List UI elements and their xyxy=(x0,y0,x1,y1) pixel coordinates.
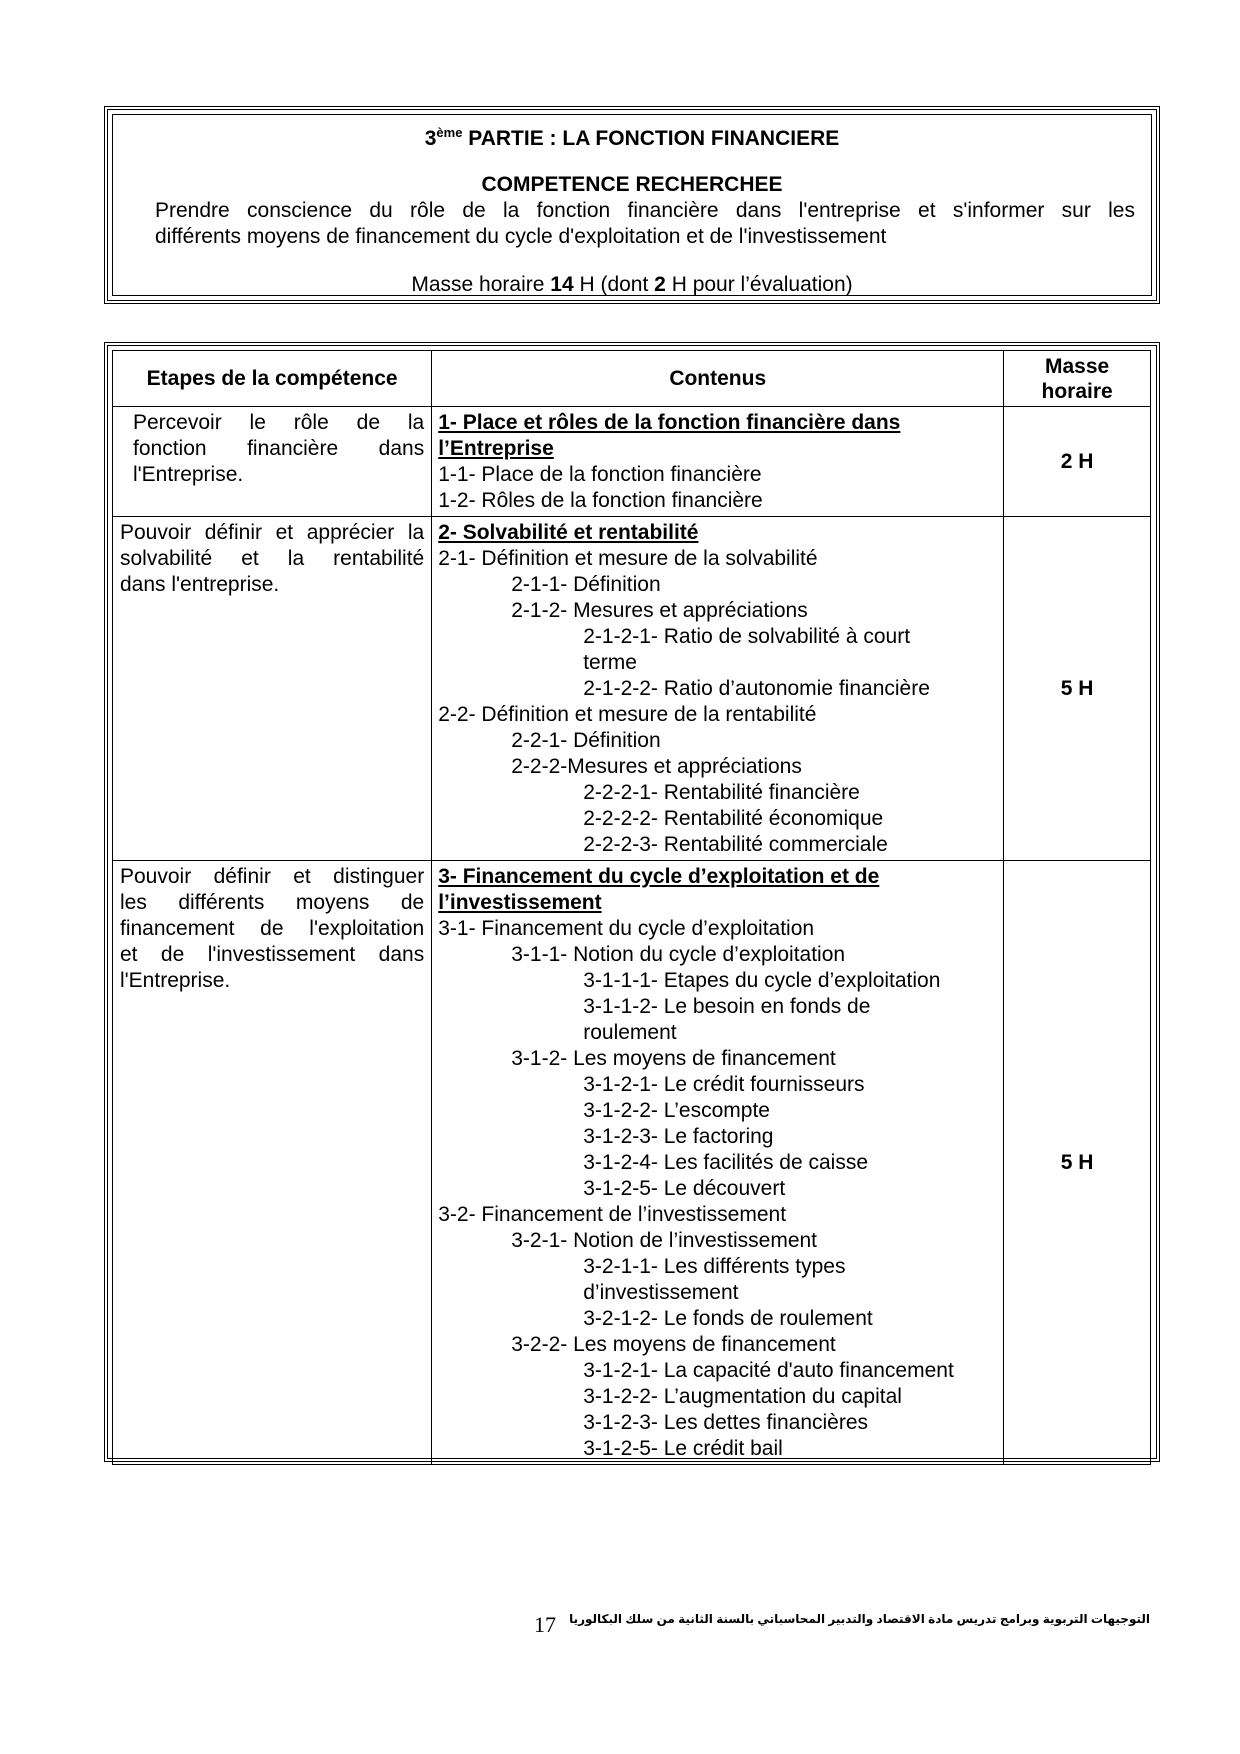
content-item: 3-1-1-2- Le besoin en fonds de xyxy=(583,995,871,1018)
section-heading: l’Entreprise xyxy=(438,437,554,460)
content-item: terme xyxy=(583,651,637,674)
part-number: 3 xyxy=(424,127,437,150)
content-item: 3-1-2- Les moyens de financement xyxy=(511,1047,836,1070)
contents-cell xyxy=(432,861,1004,1465)
table-row xyxy=(113,861,1151,1465)
content-item: 3-2-1- Notion de l’investissement xyxy=(511,1229,818,1252)
content-item: 3-2- Financement de l’investissement xyxy=(438,1203,787,1226)
section-heading: 1- Place et rôles de la fonction financière dans xyxy=(438,411,901,434)
section-heading: 2- Solvabilité et rentabilité xyxy=(438,521,699,544)
content-item: 2-2-2-3- Rentabilité commerciale xyxy=(583,833,888,856)
stage-line: Pouvoir définir et apprécier la xyxy=(120,521,425,544)
content-item: 3-1-1- Notion du cycle d’exploitation xyxy=(511,943,846,966)
masse-middle: H (dont xyxy=(573,273,655,296)
stage-text xyxy=(113,861,431,994)
stage-line: financement de l'exploitation xyxy=(120,917,425,940)
contents-text xyxy=(432,517,1003,860)
section-heading: 3- Financement du cycle d’exploitation et de xyxy=(438,865,880,888)
content-item: 3-1-2-5- Le crédit bail xyxy=(583,1437,783,1460)
stage-line: les différents moyens de xyxy=(120,891,425,914)
content-item: 2-1-2-1- Ratio de solvabilité à court xyxy=(583,625,911,648)
table-row xyxy=(113,517,1151,861)
content-item: 3-1-2-3- Les dettes financières xyxy=(583,1411,869,1434)
stage-line: l'Entreprise. xyxy=(120,969,231,992)
stage-line: l'Entreprise. xyxy=(133,463,244,486)
program-table-box xyxy=(104,342,1160,1462)
masse-total-hours: 14 xyxy=(550,273,574,296)
stage-cell xyxy=(113,407,432,517)
stage-line: fonction financière dans xyxy=(133,437,425,460)
content-item: 2-1- Définition et mesure de la solvabilité xyxy=(438,547,818,570)
competence-line-2: différents moyens de financement du cycle d'exploitation et de l'investissement xyxy=(155,225,887,248)
contents-text xyxy=(432,407,1003,516)
content-item: 1-2- Rôles de la fonction financière xyxy=(438,489,763,512)
stage-cell xyxy=(113,517,432,861)
content-item: 2-1-2- Mesures et appréciations xyxy=(511,599,808,622)
content-item: 3-2-1-2- Le fonds de roulement xyxy=(583,1307,873,1330)
header-hours-line-2: horaire xyxy=(1041,379,1113,403)
content-item: 3-1-2-3- Le factoring xyxy=(583,1125,774,1148)
masse-prefix: Masse horaire xyxy=(411,273,551,296)
content-item: d’investissement xyxy=(583,1281,739,1304)
content-item: 3-2-1-1- Les différents types xyxy=(583,1255,846,1278)
hours-cell: 2 H xyxy=(1004,407,1151,517)
content-item: 3-1-2-1- Le crédit fournisseurs xyxy=(583,1073,865,1096)
content-item: roulement xyxy=(583,1021,677,1044)
stage-line: solvabilité et la rentabilité xyxy=(120,547,425,570)
footer-arabic-title: التوجيهات التربوية وبرامج تدريس مادة الاقتصاد والتدبير المحاسباتي بالسنة الثانية من سلك البكالوريا xyxy=(569,1612,1150,1626)
part-title xyxy=(113,125,1151,151)
table-header-row xyxy=(113,351,1151,407)
contents-cell xyxy=(432,407,1004,517)
header-stages: Etapes de la compétence xyxy=(113,351,432,407)
content-item: 2-1-1- Définition xyxy=(511,573,661,596)
header-hours-line-1: Masse xyxy=(1045,354,1110,378)
part-title-text: PARTIE : LA FONCTION FINANCIERE xyxy=(462,127,840,150)
section-heading: l’investissement xyxy=(438,891,602,914)
header-contents: Contenus xyxy=(432,351,1004,407)
content-item: 2-1-2-2- Ratio d’autonomie financière xyxy=(583,677,930,700)
stage-cell xyxy=(113,861,432,1465)
stage-text xyxy=(113,517,431,598)
stage-line: Percevoir le rôle de la xyxy=(133,411,425,434)
masse-evaluation-hours: 2 xyxy=(654,273,666,296)
content-item: 3-1- Financement du cycle d’exploitation xyxy=(438,917,815,940)
table-body xyxy=(113,407,1151,1465)
masse-horaire-line xyxy=(113,273,1151,297)
stage-line: et de l'investissement dans xyxy=(120,943,425,966)
content-item: 3-2-2- Les moyens de financement xyxy=(511,1333,836,1356)
stage-line: Pouvoir définir et distinguer xyxy=(120,865,425,888)
header-hours xyxy=(1004,351,1151,407)
part-header-box xyxy=(104,106,1160,304)
competence-title: COMPETENCE RECHERCHEE xyxy=(481,173,783,196)
program-table xyxy=(112,350,1151,1465)
content-item: 2-2-1- Définition xyxy=(511,729,661,752)
content-item: 3-1-2-2- L’augmentation du capital xyxy=(583,1385,902,1408)
table-row xyxy=(113,407,1151,517)
part-header-inner xyxy=(112,114,1152,296)
stage-text xyxy=(113,407,431,488)
part-number-superscript: ème xyxy=(436,125,463,140)
content-item: 3-1-2-1- La capacité d'auto financement xyxy=(583,1359,954,1382)
content-item: 3-1-1-1- Etapes du cycle d’exploitation xyxy=(583,969,941,992)
hours-cell: 5 H xyxy=(1004,517,1151,861)
content-item: 3-1-2-5- Le découvert xyxy=(583,1177,786,1200)
content-item: 3-1-2-2- L’escompte xyxy=(583,1099,770,1122)
page-number: 17 xyxy=(534,1612,556,1637)
contents-text xyxy=(432,861,1003,1464)
competence-description xyxy=(155,198,1135,250)
content-item: 1-1- Place de la fonction financière xyxy=(438,463,762,486)
competence-line-1: Prendre conscience du rôle de la fonction financière dans l'entreprise et s'informer sur les xyxy=(155,199,1135,222)
masse-suffix: H pour l’évaluation) xyxy=(665,273,853,296)
hours-cell: 5 H xyxy=(1004,861,1151,1465)
contents-cell xyxy=(432,517,1004,861)
content-item: 3-1-2-4- Les facilités de caisse xyxy=(583,1151,869,1174)
content-item: 2-2- Définition et mesure de la rentabilité xyxy=(438,703,817,726)
content-item: 2-2-2-1- Rentabilité financière xyxy=(583,781,860,804)
content-item: 2-2-2-Mesures et appréciations xyxy=(511,755,802,778)
content-item: 2-2-2-2- Rentabilité économique xyxy=(583,807,884,830)
stage-line: dans l'entreprise. xyxy=(120,573,280,596)
